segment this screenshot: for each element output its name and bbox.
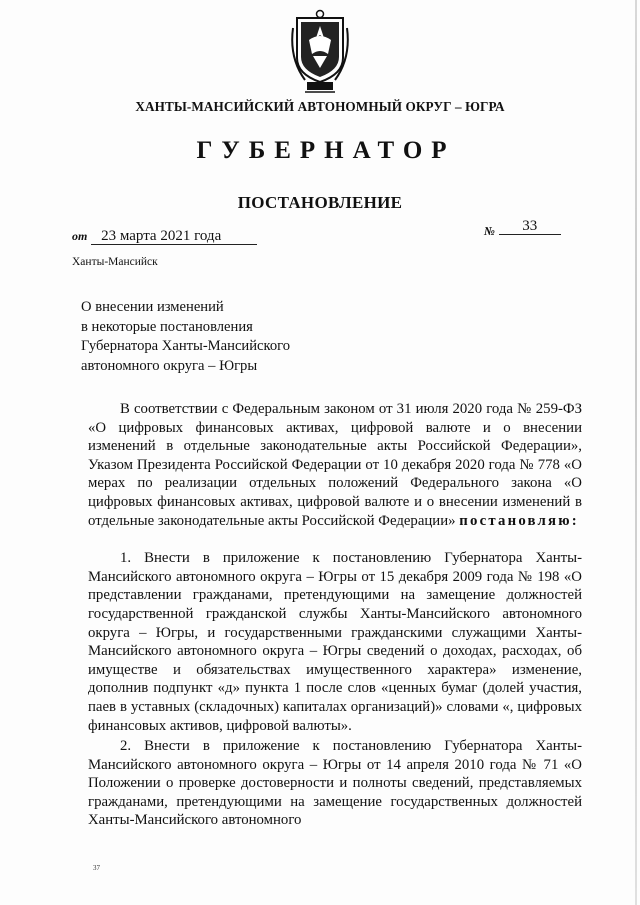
preamble-text: В соответствии с Федеральным законом от 31 июля 2020 года № 259-ФЗ «О цифровых финансовых активах, цифровой валюте и о внесении изменений в отдельные законодательные акты Российской Федерации», Указом Президента Российской Федерации от 10 декабря 2020 года № 778 «О мерах по реализации отдельных положений Федерального закона «О цифровых финансовых активах, цифровой валюте и о внесении изменений в отдельные законодательные акты Российской Федерации» xyxy=(88,401,582,529)
date-row xyxy=(72,228,257,245)
subject-line: автономного округа – Югры xyxy=(81,357,258,374)
number-prefix: № xyxy=(484,224,495,238)
scan-edge xyxy=(635,0,637,905)
subject-line: Губернатора Ханты-Мансийского xyxy=(81,338,291,355)
document-date: 23 марта 2021 года xyxy=(91,228,257,245)
authority-title: ГУБЕРНАТОР xyxy=(196,137,456,164)
region-title: ХАНТЫ-МАНСИЙСКИЙ АВТОНОМНЫЙ ОКРУГ – ЮГРА xyxy=(135,99,505,114)
preamble-paragraph xyxy=(88,400,582,530)
page-marker: 37 xyxy=(93,864,100,872)
document-type: ПОСТАНОВЛЕНИЕ xyxy=(237,193,403,212)
subject-line: в некоторые постановления xyxy=(81,318,253,335)
item-2-paragraph: 2. Внести в приложение к постановлению Губернатора Ханты-Мансийского автономного округа – Югры от 14 апреля 2010 года № 71 «О Положении о проверке достоверности и полноты сведений, представляемых гражданами, претендующими на замещение государственных должностей Ханты-Мансийского автономного xyxy=(88,738,582,829)
coat-of-arms-icon xyxy=(291,8,349,96)
city: Ханты-Мансийск xyxy=(72,256,158,268)
resolve-phrase: постановляю: xyxy=(459,512,579,529)
document-body xyxy=(88,400,582,830)
document-subject xyxy=(81,298,290,376)
document-number: 33 xyxy=(499,218,561,235)
date-prefix: от xyxy=(72,229,88,243)
item-1-paragraph: 1. Внести в приложение к постановлению Губернатора Ханты-Мансийского автономного округа – Югры от 15 декабря 2009 года № 198 «О представлении гражданами, претендующими на замещение должностей государственной гражданской службы Ханты-Мансийского автономного округа – Югры, и государственными гражданскими служащими Ханты-Мансийского автономного округа – Югры сведений о доходах, расходах, об имуществе и обязательствах имущественного характера» изменение, дополнив подпункт «д» пункта 1 после слов «ценных бумаг (долей участия, паев в уставных (складочных) капиталах организаций)» словами «, цифровых финансовых активов, цифровой валюты». xyxy=(88,550,582,734)
number-row xyxy=(484,218,561,239)
subject-line: О внесении изменений xyxy=(81,299,224,315)
